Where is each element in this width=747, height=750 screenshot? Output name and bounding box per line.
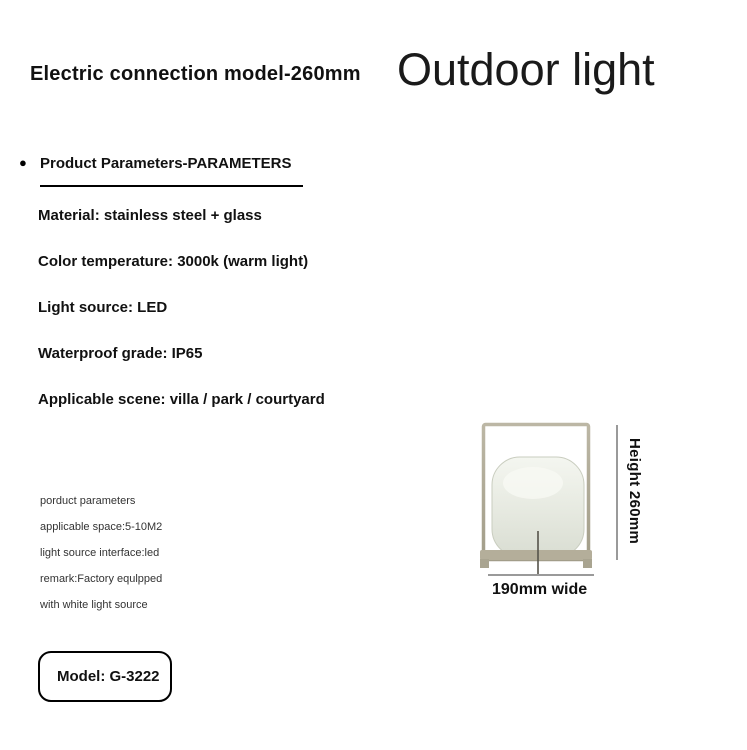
parameter-material: Material: stainless steel + glass [38, 207, 262, 224]
section-heading: Product Parameters-PARAMETERS [40, 155, 292, 172]
note-applicable-space: applicable space:5-10M2 [40, 521, 163, 533]
parameter-waterproof-grade: Waterproof grade: IP65 [38, 345, 203, 362]
parameter-list [38, 207, 325, 437]
height-dimension-label: Height 260mm [626, 438, 643, 545]
lamp-base [480, 550, 592, 560]
lamp-glass-highlight [503, 467, 563, 499]
parameter-applicable-scene: Applicable scene: villa / park / courtyard [38, 391, 325, 408]
parameter-color-temperature: Color temperature: 3000k (warm light) [38, 253, 309, 270]
note-white-light-source: with white light source [40, 599, 148, 611]
page-title: Outdoor light [397, 44, 655, 95]
width-dimension-label: 190mm wide [492, 581, 588, 598]
heading-underline [40, 185, 303, 187]
note-remark: remark:Factory equlpped [40, 573, 163, 585]
parameter-light-source: Light source: LED [38, 299, 168, 316]
height-dimension-line [616, 425, 618, 560]
lamp-product-image [450, 413, 620, 583]
width-dimension-line [488, 574, 594, 576]
note-product-parameters: porduct parameters [40, 495, 136, 507]
model-number-text: Model: G-3222 [57, 668, 160, 685]
model-badge [38, 651, 172, 702]
note-light-source-interface: light source interface:led [40, 547, 160, 559]
lamp-foot-left [480, 559, 489, 568]
bullet-icon: ● [19, 155, 27, 170]
notes-list [40, 495, 162, 625]
electric-connection-subtitle: Electric connection model-260mm [30, 63, 361, 85]
lamp-foot-right [583, 559, 592, 568]
